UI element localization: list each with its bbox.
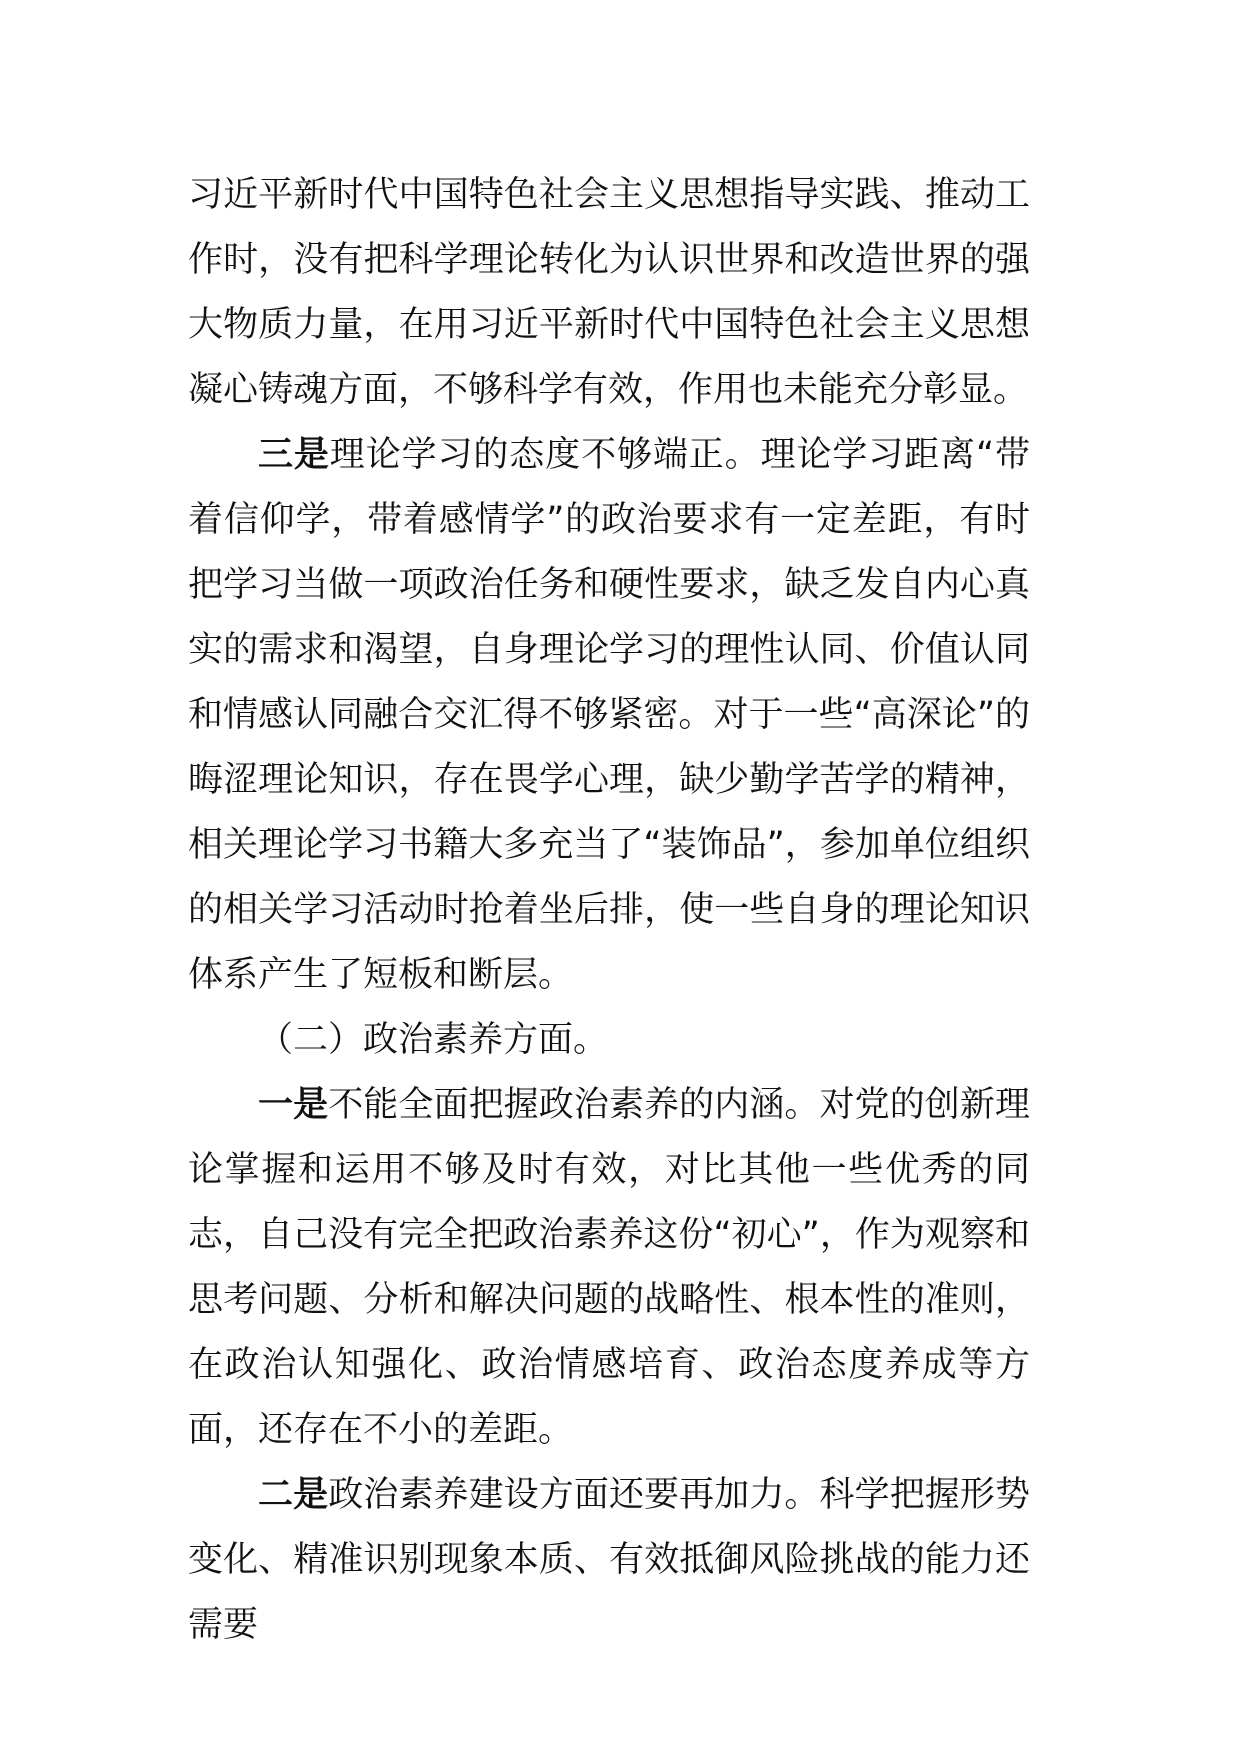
paragraph-text: 政治素养建设方面还要再加力。科学把握形势变化、精准识别现象本质、有效抵御风险挑战的能力还需要	[188, 1475, 1030, 1645]
paragraph-point-two	[188, 1463, 1030, 1658]
document-body	[188, 163, 1030, 1658]
paragraph-point-one	[188, 1073, 1030, 1463]
paragraph-text: 不能全面把握政治素养的内涵。对党的创新理论掌握和运用不够及时有效，对比其他一些优秀的同志，自己没有完全把政治素养这份“初心”，作为观察和思考问题、分析和解决问题的战略性、根本性的准则，在政治认知强化、政治情感培育、政治态度养成等方面，还存在不小的差距。	[188, 1085, 1030, 1450]
paragraph-text: 习近平新时代中国特色社会主义思想指导实践、推动工作时，没有把科学理论转化为认识世界和改造世界的强大物质力量，在用习近平新时代中国特色社会主义思想凝心铸魂方面，不够科学有效，作用也未能充分彰显。	[188, 175, 1030, 410]
section-heading-text: （二）政治素养方面。	[258, 1020, 609, 1060]
paragraph-lead: 一是	[258, 1085, 329, 1125]
paragraph-lead: 二是	[258, 1475, 329, 1515]
section-heading	[188, 1008, 1030, 1073]
paragraph-continued	[188, 163, 1030, 423]
paragraph-text: 理论学习的态度不够端正。理论学习距离“带着信仰学，带着感情学”的政治要求有一定差距，有时把学习当做一项政治任务和硬性要求，缺乏发自内心真实的需求和渴望，自身理论学习的理性认同、价值认同和情感认同融合交汇得不够紧密。对于一些“高深论”的晦涩理论知识，存在畏学心理，缺少勤学苦学的精神，相关理论学习书籍大多充当了“装饰品”，参加单位组织的相关学习活动时抢着坐后排，使一些自身的理论知识体系产生了短板和断层。	[188, 435, 1030, 995]
paragraph-point-three	[188, 423, 1030, 1008]
paragraph-lead: 三是	[258, 435, 330, 475]
